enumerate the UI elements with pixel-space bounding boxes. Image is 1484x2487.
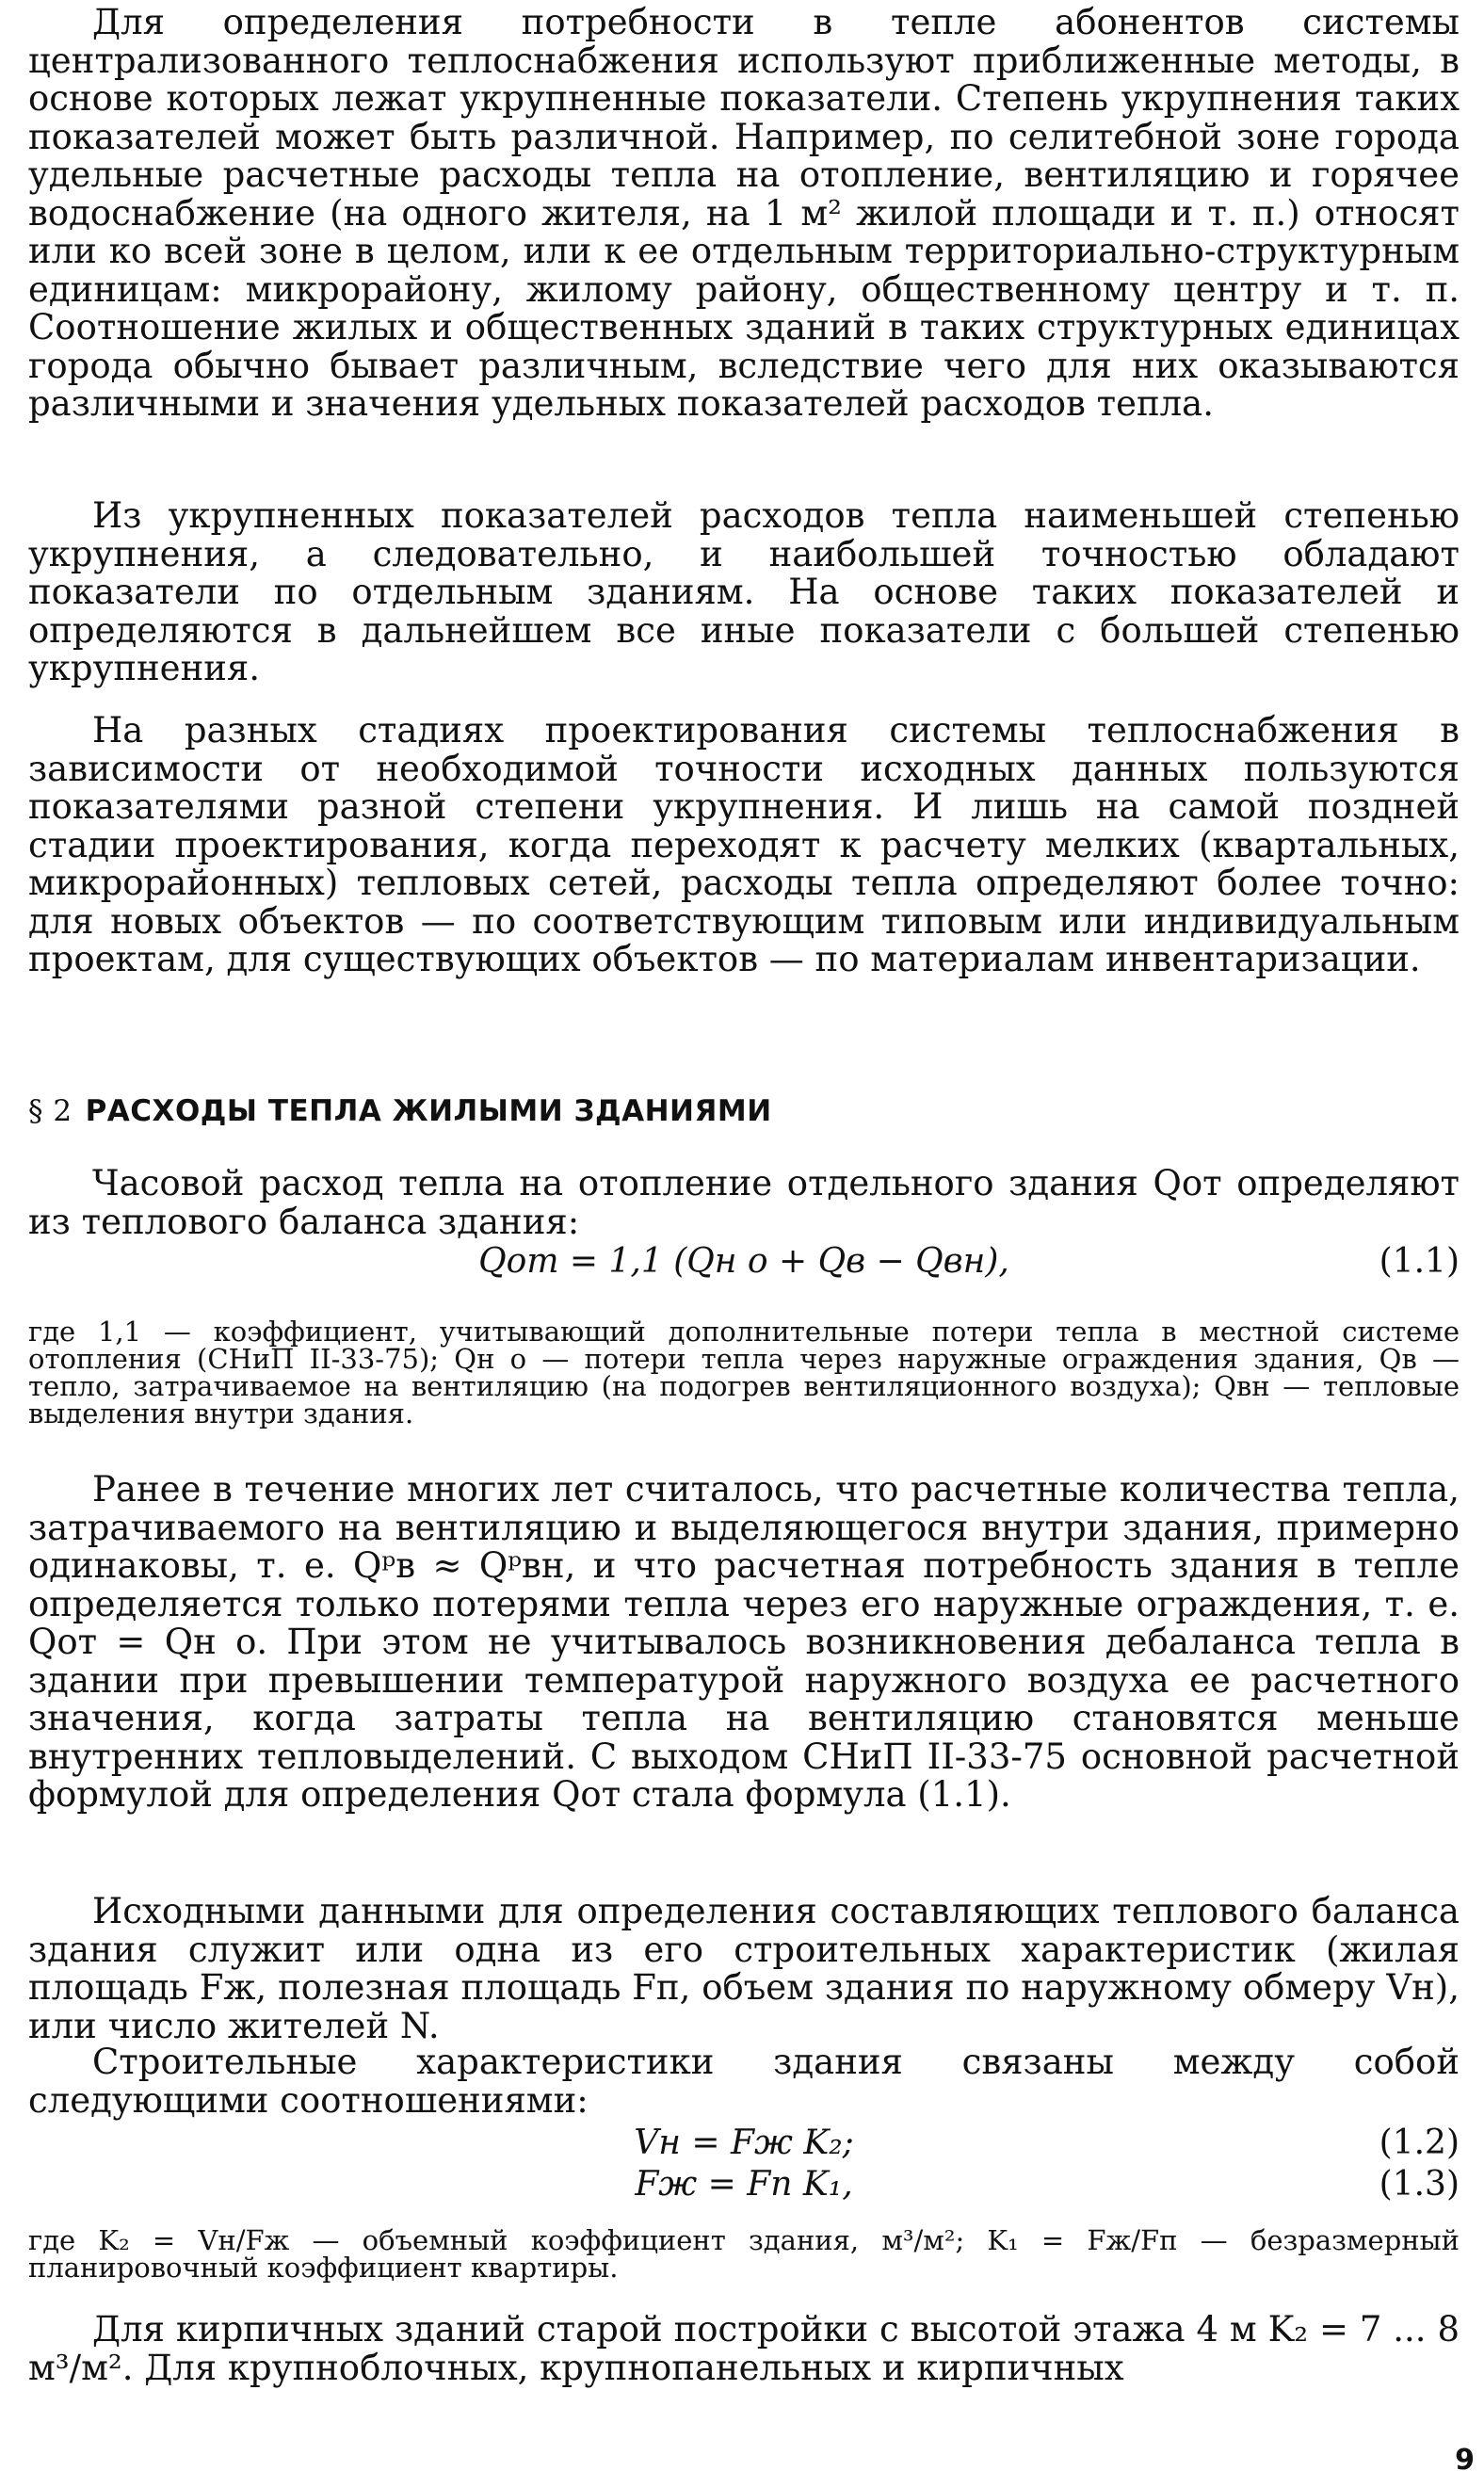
page-number: 9 [1455,2444,1475,2477]
paragraph-aggregation: Из укрупненных показателей расходов тепла наименьшей степенью укрупнения, а следовательно, и наибольшей точностью обладают показатели по отдельным зданиям. На основе таких показателей и определяются в дальнейшем все иные показатели с большей степенью укрупнения. [28,495,1460,688]
paragraph-hourly-heat: Часовой расход тепла на отопление отдельного здания Qот определяют из теплового баланса здания: [28,1163,1460,1242]
formula-1-3 [28,2166,1460,2204]
note-formula-1-1: где 1,1 — коэффициент, учитывающий дополнительные потери тепла в местной системе отопления (СНиП II-33-75); Qн о — потери тепла через наружные ограждения здания, Qв — тепло, затрачиваемое на вентиляцию (на подогрев вентиляционного воздуха); Qвн — тепловые выделения внутри здания. [28,1316,1460,1429]
section-number: § 2 [28,1094,73,1128]
paragraph-history: Ранее в течение многих лет считалось, что расчетные количества тепла, затрачиваемого на вентиляцию и выделяющегося внутри здания, примерно одинаковы, т. е. Qᵖв ≈ Qᵖвн, и что расчетная потребность здания в тепле определяется только потерями тепла через его наружные ограждения, т. е. Qот = Qн о. При этом не учитывалось возникновения дебаланса тепла в здании при превышении температурой наружного воздуха ее расчетного значения, когда затраты тепла на вентиляцию становятся меньше внутренних тепловыделений. С выходом СНиП II-33-75 основной расчетной формулой для определения Qот стала формула (1.1). [28,1469,1460,1815]
section-heading [28,1094,772,1128]
formula-1-1 [28,1243,1460,1281]
document-page [28,0,1460,2487]
formula-1-1-expression: Qот = 1,1 (Qн о + Qв − Qвн), [478,1242,1009,1281]
formula-1-2-expression: Vн = Fж K₂; [634,2124,854,2162]
section-title: РАСХОДЫ ТЕПЛА ЖИЛЫМИ ЗДАНИЯМИ [85,1094,772,1128]
formula-1-3-number: (1.3) [1379,2165,1460,2204]
paragraph-relations: Строительные характеристики здания связаны между собой следующими соотношениями: [28,2042,1460,2121]
formula-1-2 [28,2124,1460,2162]
paragraph-initial-data: Исходными данными для определения составляющих теплового баланса здания служит или одна из его строительных характеристик (жилая площадь Fж, полезная площадь Fп, объем здания по наружному обмеру Vн), или число жителей N. [28,1891,1460,2046]
formula-1-3-expression: Fж = Fп K₁, [635,2165,853,2204]
formula-1-2-number: (1.2) [1379,2124,1460,2162]
paragraph-design-stages: На разных стадиях проектирования системы теплоснабжения в зависимости от необходимой точности исходных данных пользуются показателями разной степени укрупнения. И лишь на самой поздней стадии проектирования, когда переходят к расчету мелких (квартальных, микрорайонных) тепловых сетей, расходы тепла определяют более точно: для новых объектов — по соответствующим типовым или индивидуальным проектам, для существующих объектов — по материалам инвентаризации. [28,710,1460,979]
formula-1-1-number: (1.1) [1379,1242,1460,1281]
paragraph-intro: Для определения потребности в тепле абонентов системы централизованного теплоснабжения используют приближенные методы, в основе которых лежат укрупненные показатели. Степень укрупнения таких показателей может быть различной. Например, по селитебной зоне города удельные расчетные расходы тепла на отопление, вентиляцию и горячее водоснабжение (на одного жителя, на 1 м² жилой площади и т. п.) относят или ко всей зоне в целом, или к ее отдельным территориально-структурным единицам: микрорайону, жилому району, общественному центру и т. п. Соотношение жилых и общественных зданий в таких структурных единицах города обычно бывает различным, вследствие чего для них оказываются различными и значения удельных показателей расходов тепла. [28,2,1460,424]
paragraph-brick-buildings: Для кирпичных зданий старой постройки с высотой этажа 4 м K₂ = 7 ... 8 м³/м². Для крупноблочных, крупнопанельных и кирпичных [28,2309,1460,2388]
note-coefficients: где K₂ = Vн/Fж — объемный коэффициент здания, м³/м²; K₁ = Fж/Fп — безразмерный планировочный коэффициент квартиры. [28,2224,1460,2284]
